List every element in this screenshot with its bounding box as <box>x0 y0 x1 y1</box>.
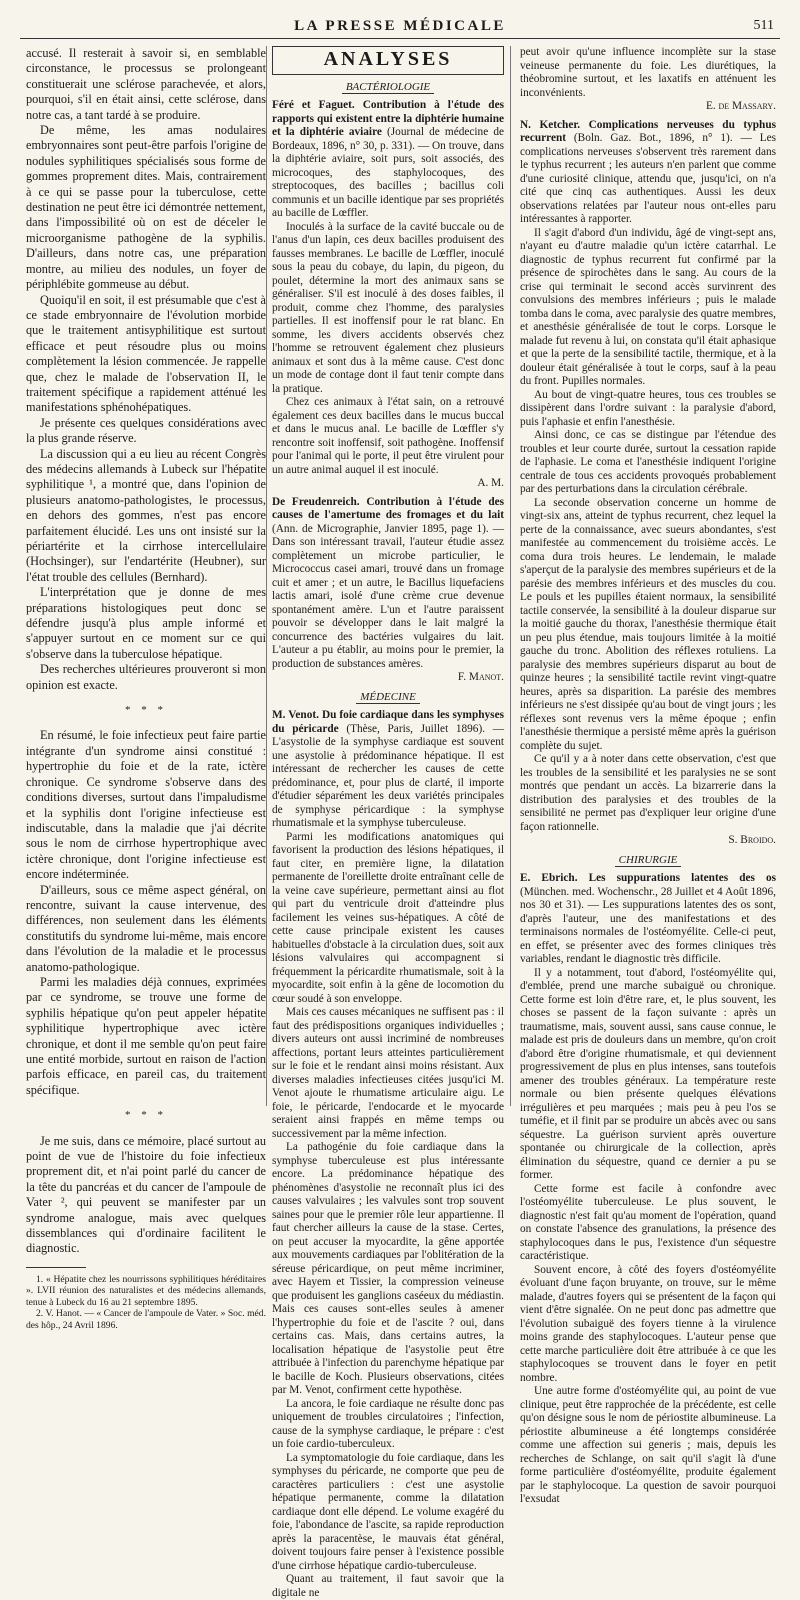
section-stars: * * * <box>125 704 167 717</box>
entry-author: N. Ketcher. <box>520 118 581 131</box>
entry-author: E. Ebrich. <box>520 872 578 884</box>
paragraph: Chez ces animaux à l'état sain, on a retrouvé également ces deux bacilles dans le mucus buccal et dans le mucus anal. Le bacille de Lœffler s'y rencontre soit inoffensif, soit pathogène. Inoffensif pour l'animal qui le porte, il peut être virulent pour un autre animal auquel il est inoculé. <box>272 396 504 476</box>
analyses-heading: ANALYSES <box>272 46 504 75</box>
entry-title: Complications nerveuses du typhus recurrent <box>520 118 776 144</box>
paragraph: Je présente ces quelques considérations avec la plus grande réserve. <box>26 415 266 446</box>
paragraph: Parmi les modifications anatomiques qui favorisent la production des lésions hépatiques, il faut citer, en première ligne, la dilatation permanente de l'oreillette droite entraînant celle de la veine cave supérieure, permettant ainsi au flot qui part du ventricule droit d'atteindre plus facilement les veines sus-hépatiques. A côté de cette cause principale existent les causes habituelles d'obstacle à la circulation dues, soit aux lésions valvulaires qui accompagnent si fréquemment la péricardite rhumatismale, soit à la myocardite, soit enfin à la gêne de locomotion du cœur soudé à son enveloppe. <box>272 830 504 1005</box>
entry-body: (Journal de médecine de Bordeaux, 1896, n° 30, p. 331). — On trouve, dans la diphtérie aviaire, soit purs, soit associés, des microcoques, des staphylocoques, des streptocoques, des bacilles ; bacillus coli communis et un bacille identique par ses propriétés au bacille de Lœffler. <box>272 126 504 219</box>
paragraph: Quoiqu'il en soit, il est présumable que c'est à ce stade embryonnaire de l'évolution morbide que le traitement antisyphilitique est surtout efficace et peut résoudre plus ou moins complètement la lésion commencée. Je rappelle que, chez le malade de l'observation II, le traitement spécifique a rapidement atténué les manifestations sphénohépatiques. <box>26 292 266 415</box>
paragraph: Cette forme est facile à confondre avec l'ostéomyélite tuberculeuse. Le plus souvent, le diagnostic n'est fait qu'au moment de l'opération, quand on constate l'absence des granulations, la présence des staphylocoques dans le pus, l'existence d'un séquestre caractéristique. <box>520 1182 776 1262</box>
paragraph: Au bout de vingt-quatre heures, tous ces troubles se dissipèrent dans l'ordre suivant : la paralysie d'abord, puis l'aphasie et enfin l'anesthésie. <box>520 388 776 428</box>
paragraph: Souvent encore, à côté des foyers d'ostéomyélite évoluant d'une façon bruyante, on trouve, sur le même malade, d'autres foyers qui se présentent de la façon qui vient d'être signalée. On ne peut donc pas admettre que l'évolution subaiguë des foyers tienne à la virulence moins grande des staphylocoques. L'auteur pense que cette marche particulière doit être attribuée à ce que les staphylocoques se trouvent dans le foyer en petit nombre. <box>520 1263 776 1384</box>
entry-body: (Thèse, Paris, Juillet 1896). — L'asystolie de la symphyse cardiaque est souvent une asystolie à prédominance hépatique. Il est intéressant de rechercher les causes de cette prédominance, et, pour plus de clarté, il importe d'étudier séparément les deux variétés principales de symphyse péricardique : la symphyse rhumatismale et la symphyse tuberculeuse. <box>272 722 504 829</box>
paragraph: La pathogénie du foie cardiaque dans la symphyse tuberculeuse est plus intéressante encore. La prédominance hépatique des phénomènes d'asystolie ne reconnaît plus ici des causes valvulaires ; les valvules sont trop souvent saines pour que le premier rôle leur appartienne. Il faut chercher ailleurs la cause de la stase. Certes, on peut accuser la myocardite, la gêne apportée aux mouvements cardiaques par l'oblitération de la séreuse péricardique, on peut même incriminer, avec Hayem et Tissier, la compression veineuse que produisent les ganglions caséeux du médiastin. Mais ces causes sont-elles seules à amener l'hypertrophie du foie et de l'ascite ? oui, dans certains cas. Mais, dans certains autres, la localisation hépatique de l'asystolie peut être attribuée à l'infection du parenchyme hépatique par le bacille de Koch. Plusieurs observations, citées par M. Venot, confirment cette hypothèse. <box>272 1141 504 1396</box>
column-divider-1 <box>266 46 267 1106</box>
entry-signature: A. M. <box>477 477 504 489</box>
paragraph: La symptomatologie du foie cardiaque, dans les symphyses du péricarde, ne comporte que peu de caractères particuliers : c'est une asystolie hépatique permanente, comme la dilatation cardiaque dont elle dépend. Le volume exagéré du foie, l'abondance de l'ascite, sa rapide reproduction après la paracentèse, le mauvais état général, doivent toujours faire penser à l'existence possible d'une cirrhose hépatique cardio-tuberculeuse. <box>272 1451 504 1572</box>
paragraph: La discussion qui a eu lieu au récent Congrès des médecins allemands à Lubeck sur l'hépatite syphilitique ¹, a montré que, dans l'opinion de plusieurs anatomo-pathologistes, le processus, en dehors des gommes, n'est pas encore parfaitement élucidé. Les uns ont insisté sur la périartérite et la cirrhose intercellulaire (Hochsinger), sur l'endartérite (Heubner), sur l'état trouble des cellules (Bernhard). <box>26 446 266 584</box>
paragraph: Une autre forme d'ostéomyélite qui, au point de vue clinique, peut être rapprochée de la précédente, est celle qu'on désigne sous le nom de périostite albumineuse. La périostite albumineuse a été longtemps considérée comme une affection sui generis ; mais, depuis les recherches de Schlange, on sait qu'il s'agit là d'une forme particulière d'ostéomyélite, produite également par le staphylocoque. La question de savoir pourquoi l'exsudat <box>520 1385 776 1505</box>
entry-body: (Boln. Gaz. Bot., 1896, n° 1). — Les complications nerveuses s'observent très rarement dans le typhus recurrent ; les auteurs n'en parlent que comme d'une curiosité clinique, attendu que, jusqu'ici, on n'a cité que cinq cas authentiques. Aussi les deux observations relatées par l'auteur nous ont-elles paru intéressantes à rapporter. <box>520 132 777 225</box>
paragraph: Je me suis, dans ce mémoire, placé surtout au point de vue de l'histoire du foie infectieux proprement dit, et n'ai point parlé du cancer de la tête du pancréas et du cancer de l'ampoule de Vater ², qui peuvent se manifester par un syndrome analogue, mais avec quelques dissemblances qui d'ordinaire facilitent le diagnostic. <box>26 1133 266 1256</box>
paragraph: peut avoir qu'une influence incomplète sur la stase veineuse permanente du foie. Les diurétiques, la théobromine surtout, et les laxatifs en atténuent les inconvénients. <box>520 46 776 99</box>
footnote-rule <box>26 1267 86 1268</box>
paragraph: Mais ces causes mécaniques ne suffisent pas : il faut des prédispositions organiques individuelles ; divers auteurs ont aussi incriminé de nombreuses affections, portant leurs atteintes particulièrement sur le foie et le rendant ainsi moins résistant. Aux diverses maladies infectieuses citées jusqu'ici M. Venot ajoute le rhumatisme articulaire aigu. Le foie, le péricarde, l'endocarde et le myocarde seraient ainsi frappés en même temps ou successivement par la même infection. <box>272 1006 504 1140</box>
paragraph: Il y a notamment, tout d'abord, l'ostéomyélite qui, d'emblée, prend une marche subaiguë ou chronique. Cette forme est loin d'être rare, et, le plus souvent, les choses se passent de la façon suivante : après un traumatisme, mais, souvent aussi, sans cause connue, le malade est pris de douleurs dans un membre, qu'on croit d'abord être d'origine rhumatismale, et qui deviennent progressivement de plus en plus intenses, sans toutefois amener des troubles généraux. La température reste normale ou bien présente quelques élévations irrégulières et peu marquées ; mais peu à peu l'os se tuméfie, et il finit par se produire un abcès avec ou sans séquestre. La guérison survient après ouverture spontanée ou chirurgicale de la collection, après élimination du séquestre, quand ce dernier a pu se former. <box>520 966 776 1181</box>
footnote: 2. V. Hanot. — « Cancer de l'ampoule de Vater. » Soc. méd. des hôp., 24 Avril 1896. <box>26 1308 266 1331</box>
section-heading-chirurgie <box>520 854 776 868</box>
paragraph: L'interprétation que je donne de mes préparations histologiques peut donc se défendre jusqu'à plus ample informé et s'appuyer surtout en ce moment sur ce qui s'observe dans la tuberculose hépatique. <box>26 585 266 661</box>
paragraph: Inoculés à la surface de la cavité buccale ou de l'anus d'un lapin, ces deux bacilles produisent des fausses membranes. Le bacille de Lœffler, inoculé sous la peau du cobaye, du lapin, du pigeon, du poulet, détermine la mort des animaux sans se généraliser. S'il est inoculé à des doses faibles, il produit, comme chez l'homme, des paralysies partielles. Il est inoffensif pour le rat blanc. En somme, les divers accidents observés chez l'homme se retrouvent également chez plusieurs animaux et sont dus à la même cause. C'est donc un mode de contage dont il faut tenir compte dans la pratique. <box>272 220 504 395</box>
entry-title: Contribution à l'étude des causes de l'amertume des fromages et du lait <box>272 495 505 521</box>
page-header <box>20 18 780 38</box>
entry-title: Du foie cardiaque dans les symphyses du péricarde <box>272 709 504 735</box>
paragraph: D'ailleurs, sous ce même aspect général, on rencontre, suivant la cause intervenue, des différences, non seulement dans les éléments constitutifs du syndrome lui-même, mais encore dans l'évolution de la maladie et le processus anatomo-pathologique. <box>26 882 266 974</box>
section-heading-bacteriologie <box>272 81 504 95</box>
entry-author: M. Venot. <box>272 709 319 721</box>
review-entry <box>272 496 504 672</box>
section-heading-text: BACTÉRIOLOGIE <box>342 81 434 94</box>
paragraph: De même, les amas nodulaires embryonnaires sont peut-être parfois l'origine de nodules syphilitiques spécialisés sous forme de gommes proprement dites. Mais, contrairement à ce qui se passe pour la tuberculose, cette destination ne peut être ici démontrée nettement, dans l'impossibilité où on est de déceler le microorganisme pathogène de la syphilis. D'ailleurs, dans notre cas, une préparation montre, au milieu des nodules, un foyer de périphlébite gommeuse au début. <box>26 123 266 292</box>
review-entry <box>272 709 504 831</box>
paragraph: En résumé, le foie infectieux peut faire partie intégrante d'un syndrome ainsi constitué : hypertrophie du foie et de la rate, ictère chronique. Ce syndrome s'observe dans des conditions diverses, surtout dans l'impaludisme et la syphilis dont l'origine infectieuse est indiscutable, dans la maladie que j'ai décrite sous le nom de cirrhose hypertrophique avec ictère chronique, dont l'origine infectieuse est encore indéterminée. <box>26 728 266 882</box>
paragraph: La seconde observation concerne un homme de vingt-six ans, atteint de typhus recurrent, chez lequel la perte de la connaissance, avec sueurs abondantes, s'est manifestée au commencement du troisième accès. Le coma dura trois heures. Le lendemain, le malade s'aperçut de la paralysie des membres supérieurs et de la parésie des membres inférieurs et des muscles du cou. Le pouls et les pupilles étaient normaux, la sensibilité tactile conservée, la sensibilité à la douleur disparue sur la moitié gauche du thorax, l'anesthésie thermique était un peu plus étendue, mais toujours limitée à la moitié gauche du tronc. Abolition des réflexes rotuliens. La paralysie des membres supérieurs disparut au bout de quinze heures ; la sensibilité tactile revint vingt-quatre heures, après sa disparition. La parésie des membres inférieurs ne s'est dissipée qu'au bout de vingt jours ; les réflexes sont revenus vers la même époque ; enfin l'anesthésie thermique a persisté même après la guérison complète du sujet. <box>520 496 776 752</box>
review-entry <box>520 872 776 967</box>
entry-signature: E. de Massary. <box>705 100 776 112</box>
right-column <box>520 46 777 1505</box>
entry-author: De Freudenreich. <box>272 495 360 508</box>
paragraph: Ce qu'il y a à noter dans cette observation, c'est que les troubles de la sensibilité et les paralysies ne se sont montrés que pendant un accès. La bizarrerie dans la distribution des paralysies et des troubles de la sensibilité ne permet pas d'expliquer leur origine d'une façon rationnelle. <box>520 753 776 833</box>
left-column <box>26 46 266 1331</box>
entry-title: Les suppurations latentes des os <box>588 872 777 884</box>
footnote: 1. « Hépatite chez les nourrissons syphilitiques héréditaires ». LVII réunion des naturalistes et des médecins allemands, tenue à Lubeck du 16 au 21 septembre 1895. <box>26 1273 266 1308</box>
review-entry <box>520 119 776 227</box>
entry-body: (Ann. de Micrographie, Janvier 1895, page 1). — Dans son intéressant travail, l'auteur étudie assez complètement un microbe particulier, le Micrococcus casei amari, trouvé dans un fromage cuit et amer ; et un autre, le Bacillus liquefaciens lactis amari, isolé d'une crème crue devenue spontanément amère. L'un et l'autre paraissent pouvoir se développer dans le lait malgré la concurrence des bactéries vulgaires du lait. L'auteur a pu établir, au moins pour le premier, la production de substances amères. <box>272 522 504 670</box>
page-number: 511 <box>753 18 774 33</box>
entry-body: (München. med. Wochenschr., 28 Juillet et 4 Août 1896, nos 30 et 31). — Les suppurations latentes des os sont, d'après l'auteur, une des manifestations et des terminaisons normales de l'ostéomyélite. Celle-ci peut, en effet, se présenter avec des formes cliniques très variables, rendant le diagnostic très difficile. <box>520 885 776 965</box>
paragraph: accusé. Il resterait à savoir si, en semblable circonstance, le processus se prolongeant constituerait une sclérose parachevée, et alors, pourquoi, s'il en était ainsi, cette sclérose, dans notre cas, a tant tardé à se produire. <box>26 46 266 122</box>
column-divider-2 <box>510 46 511 1106</box>
middle-column <box>272 46 505 1599</box>
section-heading-text: CHIRURGIE <box>615 854 682 867</box>
section-heading-medecine <box>272 691 504 705</box>
entry-signature: S. Broido. <box>728 834 776 846</box>
paragraph: Des recherches ultérieures prouveront si mon opinion est exacte. <box>26 662 266 692</box>
entry-title: Contribution à l'étude des rapports qui existent entre la diphtérie humaine et la diphtérie aviaire <box>272 99 504 138</box>
paragraph: La ancora, le foie cardiaque ne résulte donc pas uniquement de troubles circulatoires ; l'infection, cause de la symphyse cardiaque, le prépare : c'est un foie cardio-tuberculeux. <box>272 1397 504 1450</box>
paragraph: Il s'agit d'abord d'un individu, âgé de vingt-sept ans, n'ayant eu d'autre maladie qu'un ictère catarrhal. Le diagnostic de typhus recurrent fut confirmé par la présence de spirochètes dans le sang. Au cours de la crise qui terminait le second accès survinrent des convulsions des membres inférieurs ; puis le malade tomba dans le coma, avec paralysie des quatre membres, et anesthésie généralisée de tout le corps. Lorsque le malade fut revenu à lui, on constata qu'il était aphasique et que la perte de la sensibilité tactile, thermique, et à la douleur était généralisée à tout le corps, sauf à la peau du front. Pupilles normales. <box>520 226 776 387</box>
review-entry <box>272 99 504 221</box>
entry-signature: F. Manot. <box>457 671 504 683</box>
section-stars: * * * <box>125 1109 167 1122</box>
entry-author: Féré et Faguet. <box>272 99 355 111</box>
paragraph: Quant au traitement, il faut savoir que la digitale ne <box>272 1573 504 1599</box>
paragraph: Parmi les maladies déjà connues, exprimées par ce syndrome, se trouve une forme de syphilis hépatique qu'on peut appeler hépatite syphilitique hypertrophique avec ictère chronique, et dont il me semble qu'on peut faire une entité morbide, surtout en raison de l'action parfois efficace, en pareil cas, du traitement spécifique. <box>26 974 266 1097</box>
section-heading-text: MÉDECINE <box>356 691 420 704</box>
paragraph: Ainsi donc, ce cas se distingue par l'étendue des troubles et leur courte durée, surtout la cessation rapide de l'aphasie. Le coma et l'anesthésie indiquent l'origine centrale de tous ces accidents provoqués probablement par des perturbations dans la circulation cérébrale. <box>520 429 776 495</box>
header-rule <box>20 38 780 39</box>
journal-title: LA PRESSE MÉDICALE <box>294 18 506 34</box>
